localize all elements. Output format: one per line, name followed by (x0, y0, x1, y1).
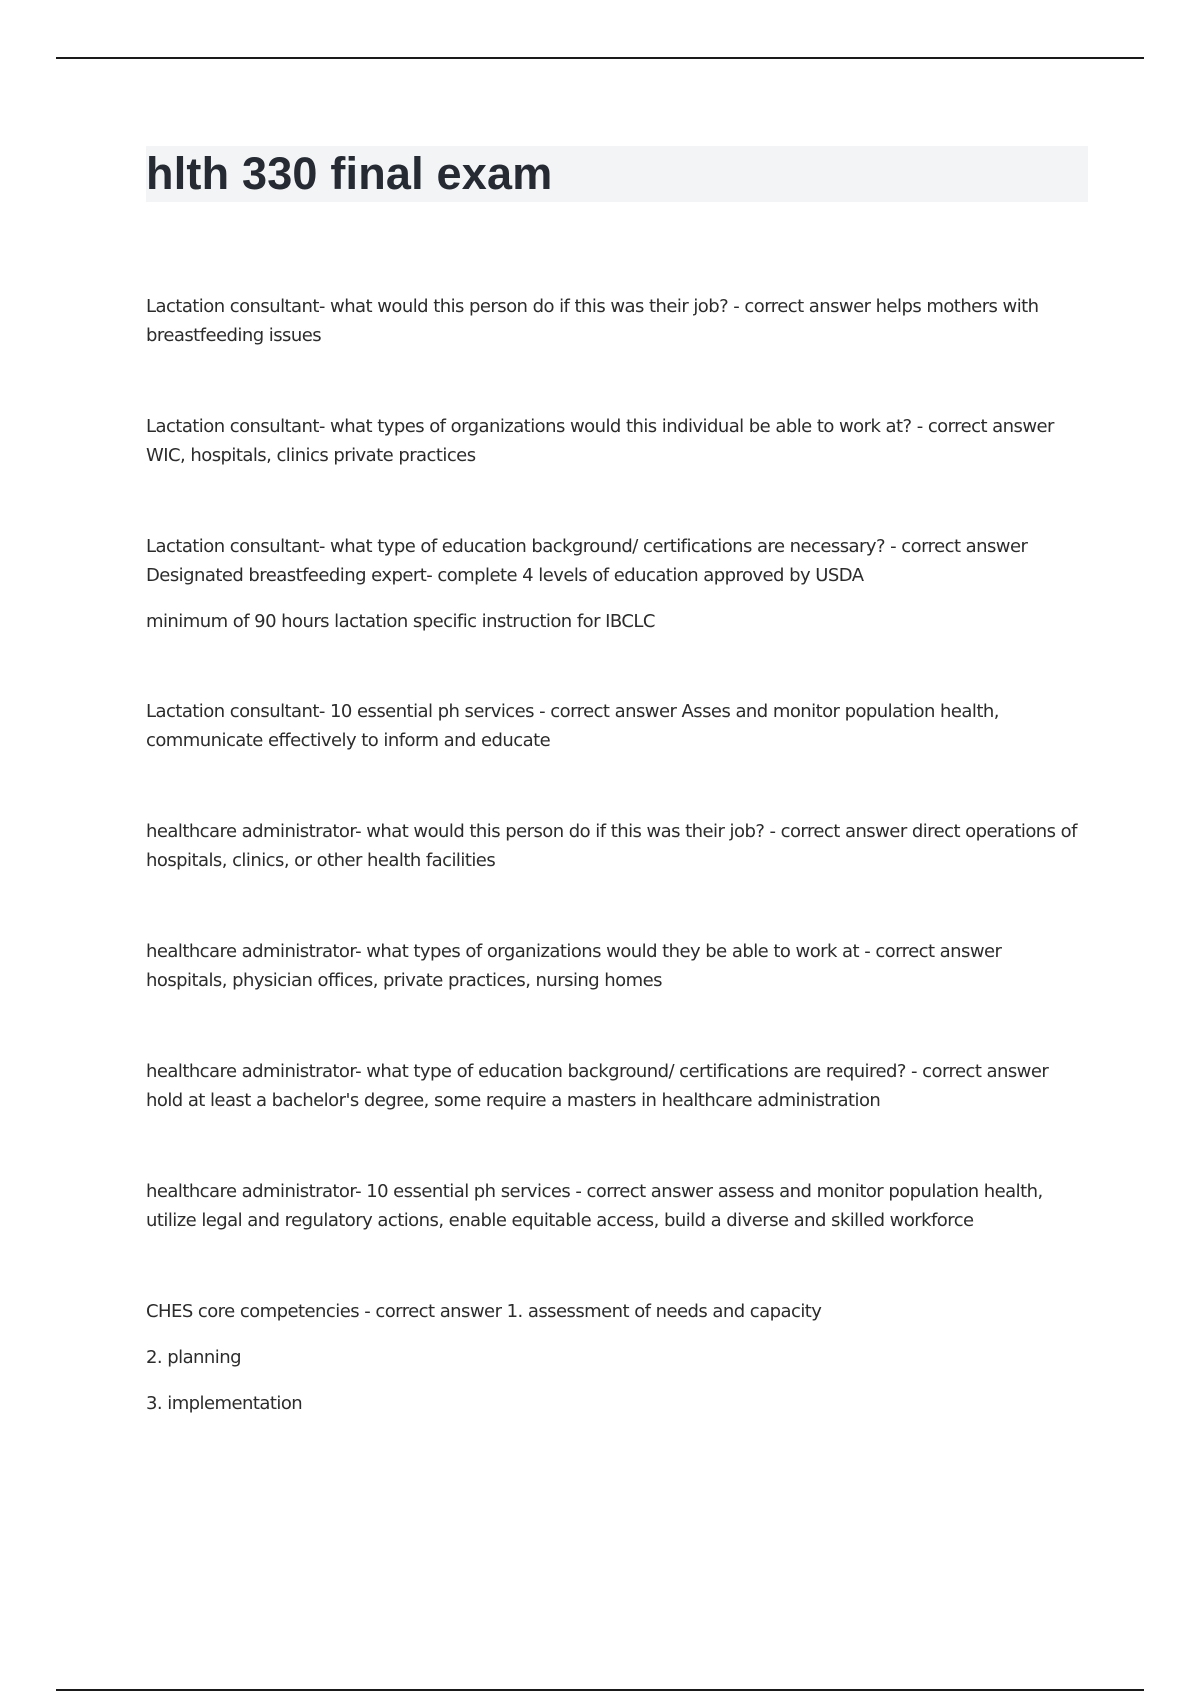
qa-entry-3 (146, 532, 1086, 636)
qa-entry-8 (146, 1177, 1086, 1235)
document-title: hlth 330 final exam (146, 148, 553, 199)
qa-entry-9 (146, 1297, 1086, 1418)
bottom-rule (56, 1689, 1144, 1691)
qa-entry-5 (146, 817, 1086, 875)
qa-entry-4 (146, 697, 1086, 755)
qa-entry-2 (146, 412, 1086, 470)
qa-entry-text: Lactation consultant- what type of education background/ certifications are necessary? - correct answer Designated breastfeeding expert- complete 4 levels of education approved by USDA (146, 536, 1028, 586)
qa-entry-text: healthcare administrator- what would this person do if this was their job? - correct answer direct operations of hospitals, clinics, or other health facilities (146, 821, 1077, 871)
qa-entry-text: Lactation consultant- what types of organizations would this individual be able to work at? - correct answer WIC, hospitals, clinics private practices (146, 416, 1054, 466)
qa-entry-continuation: minimum of 90 hours lactation specific instruction for IBCLC (146, 611, 655, 632)
qa-entry-text: Lactation consultant- what would this person do if this was their job? - correct answer helps mothers with breastfeeding issues (146, 296, 1039, 346)
top-rule (56, 57, 1144, 59)
qa-entry-7 (146, 1057, 1086, 1115)
qa-entry-6 (146, 937, 1086, 995)
qa-entry-text: healthcare administrator- what types of organizations would they be able to work at - correct answer hospitals, physician offices, private practices, nursing homes (146, 941, 1002, 991)
qa-entry-text: healthcare administrator- 10 essential ph services - correct answer assess and monitor population health, utilize legal and regulatory actions, enable equitable access, build a diverse and skilled workforce (146, 1181, 1043, 1231)
qa-entry-text: Lactation consultant- 10 essential ph services - correct answer Asses and monitor population health, communicate effectively to inform and educate (146, 701, 999, 751)
qa-entry-continuation: 2. planning (146, 1347, 241, 1368)
qa-entry-1 (146, 292, 1086, 350)
qa-entry-text: CHES core competencies - correct answer 1. assessment of needs and capacity (146, 1301, 822, 1322)
qa-entry-text: healthcare administrator- what type of education background/ certifications are required? - correct answer hold at least a bachelor's degree, some require a masters in healthcare administration (146, 1061, 1049, 1111)
qa-entry-continuation: 3. implementation (146, 1393, 303, 1414)
